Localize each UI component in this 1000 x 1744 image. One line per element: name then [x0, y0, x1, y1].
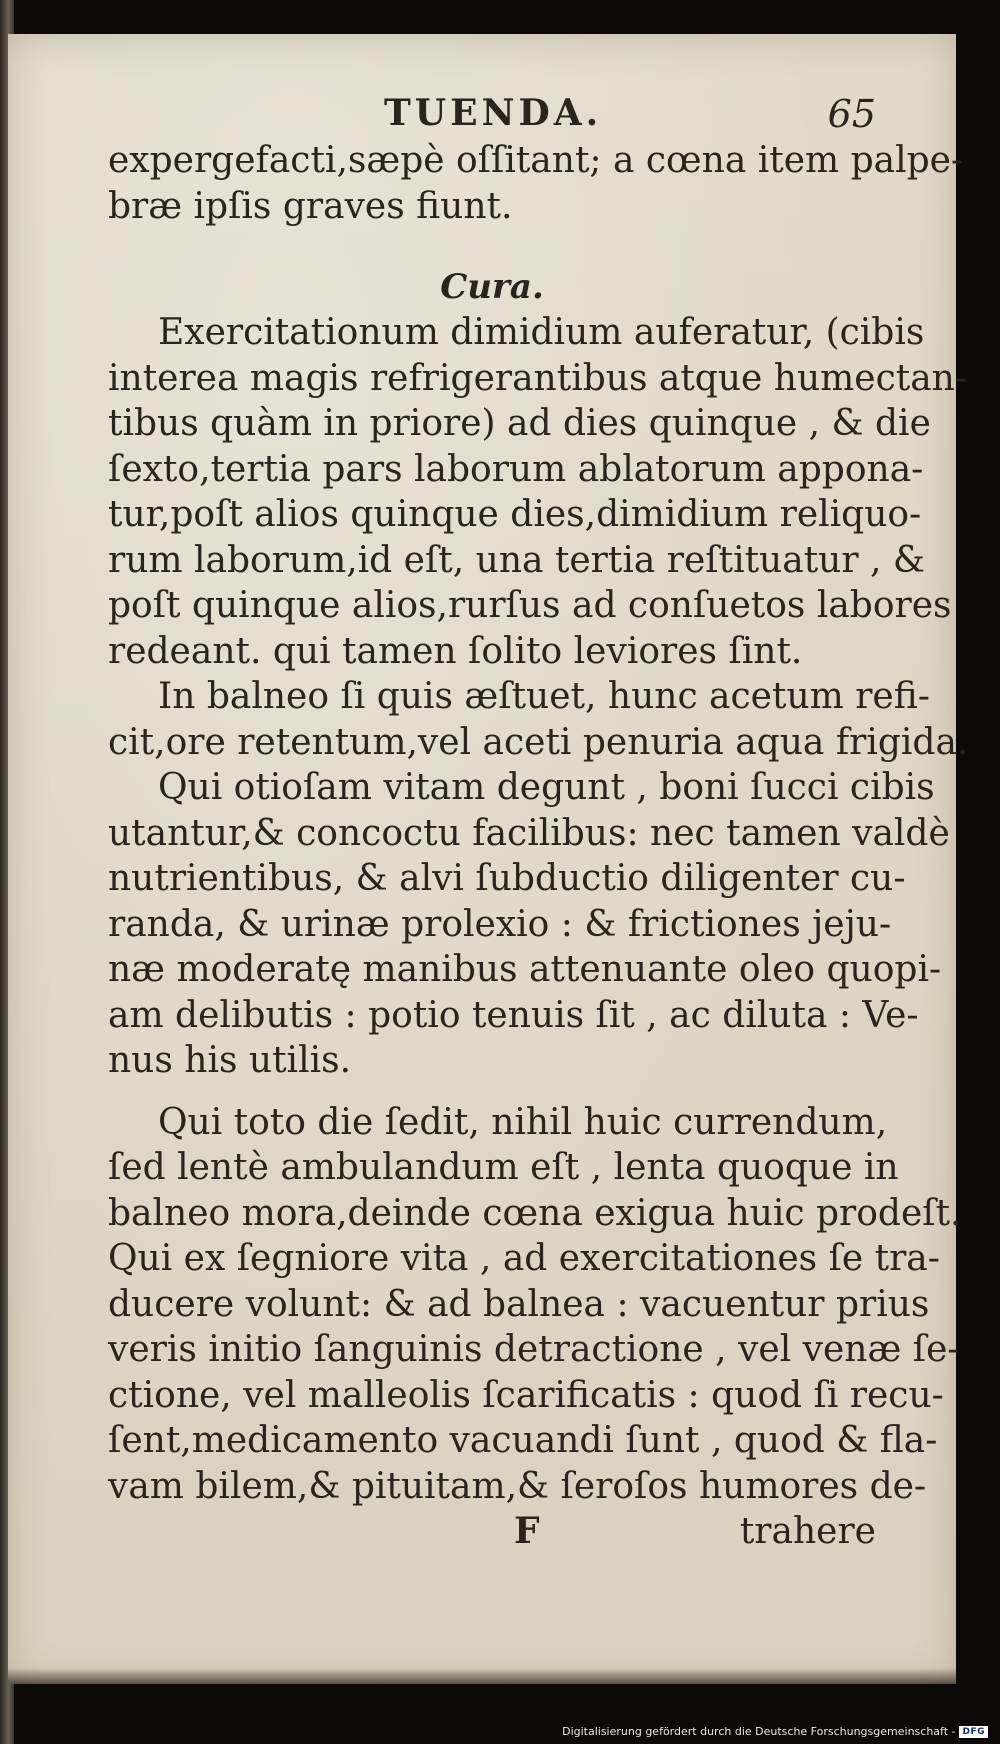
text-line: am delibutis : potio tenuis ſit , ac diluta : Ve-	[108, 994, 919, 1036]
text-line: utantur,& concoctu facilibus: nec tamen valdè	[108, 812, 950, 854]
text-line: veris initio ſanguinis detractione , vel venæ ſe-	[108, 1329, 960, 1370]
page-bottom-shadow	[8, 1668, 956, 1684]
running-head	[108, 92, 876, 138]
credit-text: Digitalisierung gefördert durch die Deutsche Forschungsgemeinschaft -	[562, 1725, 956, 1738]
text-line: interea magis refrigerantibus atque humectan-	[108, 357, 968, 399]
text-block	[108, 92, 969, 1554]
paragraph-1	[108, 310, 968, 674]
book-page	[8, 34, 969, 1684]
text-line: In balneo ſi quis æſtuet, hunc acetum refi-	[158, 676, 930, 717]
text-line: randa, & urinæ prolexio : & frictiones jeju-	[108, 903, 892, 945]
dfg-logo: DFG	[959, 1726, 988, 1738]
page-footer-row	[108, 1509, 876, 1554]
text-line: ducere volunt: & ad balnea : vacuentur prius	[108, 1283, 930, 1325]
text-line: poſt quinque alios,rurſus ad conſuetos labores	[108, 585, 952, 626]
running-head-title: TUENDA.	[384, 92, 603, 134]
text-line: Exercitationum dimidium auferatur, (cibis	[158, 312, 925, 353]
text-line: Qui otioſam vitam degunt , boni ſucci cibis	[158, 767, 935, 808]
section-heading: Cura.	[440, 267, 544, 307]
text-line: næ moderatę manibus attenuante oleo quopi-	[108, 949, 942, 990]
text-line: ſent,medicamento vacuandi ſunt , quod & fla-	[108, 1420, 938, 1461]
text-line: cit,ore retentum,vel aceti penuria aqua frigida.	[108, 721, 969, 763]
text-line: tibus quàm in priore) ad dies quinque , & die	[108, 403, 931, 444]
text-line: tur,poſt alios quinque dies,dimidium reliquo-	[108, 494, 922, 535]
paragraph-3	[108, 765, 950, 1084]
text-line: redeant. qui tamen ſolito leviores ſint.	[108, 630, 803, 672]
text-line: bræ ipſis graves fiunt.	[108, 185, 513, 227]
catchword: trahere	[739, 1511, 876, 1552]
intro-paragraph	[108, 138, 964, 229]
text-line: Qui toto die ſedit, nihil huic currendum,	[158, 1101, 888, 1143]
text-line: vam bilem,& pituitam,& ſeroſos humores de-	[108, 1465, 927, 1507]
text-line: nus his utilis.	[108, 1040, 352, 1081]
paragraph-4	[108, 1100, 962, 1510]
text-line: Qui ex ſegniore vita , ad exercitationes ſe tra-	[108, 1238, 940, 1279]
text-line: ctione, vel malleolis ſcarificatis : quod ſi recu-	[108, 1374, 944, 1416]
text-line: rum laborum,id eſt, una tertia reſtituatur , &	[108, 539, 925, 581]
text-line: ſexto,tertia pars laborum ablatorum appona-	[108, 448, 924, 490]
text-line: nutrientibus, & alvi ſubductio diligenter cu-	[108, 858, 906, 899]
signature-mark: F	[514, 1510, 540, 1552]
text-line: ſed lentè ambulandum eſt , lenta quoque in	[108, 1147, 899, 1188]
text-line: expergefacti,sæpè oſſitant; a cœna item palpe-	[108, 140, 964, 181]
paragraph-2	[108, 674, 969, 765]
page-number: 65	[827, 92, 876, 136]
digitization-credit	[562, 1725, 988, 1738]
text-line: balneo mora,deinde cœna exigua huic prodeſt.	[108, 1192, 962, 1234]
